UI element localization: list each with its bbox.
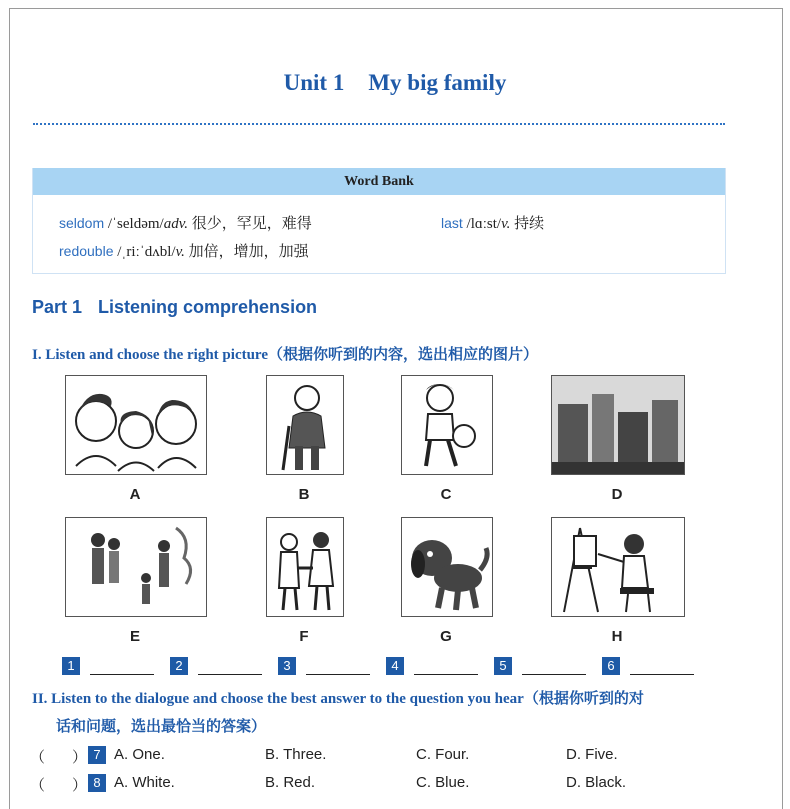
section-2-instruction-line1: II. Listen to the dialogue and choose the best answer to the question you hear（根据你听到的对 — [32, 691, 644, 707]
couple-holding-hands-icon — [267, 518, 343, 616]
answer-paren-open[interactable]: （ — [30, 777, 46, 794]
answer-slot-4[interactable] — [386, 657, 478, 677]
answer-paren-close[interactable]: ） — [72, 777, 88, 794]
picture-label-a: A — [129, 486, 141, 503]
picture-label-b: B — [298, 486, 310, 503]
question-number: 5 — [494, 657, 512, 675]
part-of-speech: v. — [501, 216, 511, 232]
city-buildings-icon — [552, 376, 684, 474]
dotted-divider — [33, 123, 725, 125]
word-entry-redouble — [59, 240, 309, 261]
answer-blank[interactable] — [522, 658, 586, 675]
part-heading — [32, 297, 317, 318]
answer-slots — [62, 657, 742, 679]
picture-f[interactable] — [266, 517, 344, 617]
picture-label-f: F — [299, 628, 309, 645]
answer-paren-close[interactable]: ） — [72, 749, 88, 766]
question-number: 6 — [602, 657, 620, 675]
meaning: 持续 — [514, 216, 545, 232]
unit-title — [0, 70, 790, 96]
question-number: 3 — [278, 657, 296, 675]
word: last — [441, 215, 463, 231]
question-number: 8 — [88, 774, 106, 792]
question-number: 1 — [62, 657, 80, 675]
option-d[interactable]: D. Five. — [566, 746, 618, 763]
old-man-cane-icon — [267, 376, 343, 474]
question-number: 7 — [88, 746, 106, 764]
picture-d[interactable] — [551, 375, 685, 475]
picture-a[interactable] — [65, 375, 207, 475]
answer-blank[interactable] — [198, 658, 262, 675]
section-2-instruction-line2: 话和问题，选出最恰当的答案） — [56, 719, 267, 735]
pronunciation: /ˈseldəm/ — [107, 216, 164, 232]
pronunciation: /lɑːst/ — [466, 216, 502, 232]
picture-label-g: G — [440, 628, 452, 645]
picture-label-c: C — [440, 486, 452, 503]
option-d[interactable]: D. Black. — [566, 774, 627, 791]
question-number: 4 — [386, 657, 404, 675]
dog-icon — [402, 518, 492, 616]
word: seldom — [59, 215, 105, 231]
part-number: Part 1 — [32, 297, 83, 317]
answer-paren-open[interactable]: （ — [30, 749, 46, 766]
part-title: Listening comprehension — [98, 297, 318, 317]
option-c[interactable]: C. Blue. — [416, 774, 470, 791]
picture-c[interactable] — [401, 375, 493, 475]
answer-blank[interactable] — [414, 658, 478, 675]
picture-label-e: E — [129, 628, 140, 645]
answer-slot-1[interactable] — [62, 657, 154, 677]
picture-h[interactable] — [551, 517, 685, 617]
word-entry-last — [441, 212, 544, 233]
family-group-icon — [66, 518, 206, 616]
option-a[interactable]: A. White. — [114, 774, 175, 791]
unit-label: Unit 1 — [283, 70, 345, 95]
picture-label-h: H — [611, 628, 623, 645]
question-7 — [30, 746, 750, 768]
pronunciation: /ˌriːˈdʌbl/ — [117, 244, 176, 260]
part-of-speech: adv. — [163, 216, 189, 232]
question-number: 2 — [170, 657, 188, 675]
option-c[interactable]: C. Four. — [416, 746, 470, 763]
answer-blank[interactable] — [630, 658, 694, 675]
meaning: 加倍，增加，加强 — [188, 244, 309, 260]
answer-slot-5[interactable] — [494, 657, 586, 677]
answer-slot-6[interactable] — [602, 657, 694, 677]
family-faces-icon — [66, 376, 206, 474]
answer-blank[interactable] — [90, 658, 154, 675]
answer-slot-3[interactable] — [278, 657, 370, 677]
unit-name: My big family — [368, 70, 507, 95]
word-entry-seldom — [59, 212, 312, 233]
answer-blank[interactable] — [306, 658, 370, 675]
word-bank — [32, 168, 726, 274]
word-bank-heading: Word Bank — [33, 168, 725, 195]
word: redouble — [59, 243, 114, 259]
picture-b[interactable] — [266, 375, 344, 475]
picture-e[interactable] — [65, 517, 207, 617]
option-b[interactable]: B. Three. — [265, 746, 327, 763]
picture-label-d: D — [611, 486, 623, 503]
option-a[interactable]: A. One. — [114, 746, 165, 763]
boy-football-icon — [402, 376, 492, 474]
answer-slot-2[interactable] — [170, 657, 262, 677]
meaning: 很少，罕见，难得 — [191, 216, 312, 232]
section-1-instruction: I. Listen and choose the right picture（根据你听到的内容，选出相应的图片） — [32, 347, 538, 363]
girl-painting-icon — [552, 518, 684, 616]
option-b[interactable]: B. Red. — [265, 774, 316, 791]
part-of-speech: v. — [175, 244, 185, 260]
question-8 — [30, 774, 750, 796]
picture-g[interactable] — [401, 517, 493, 617]
